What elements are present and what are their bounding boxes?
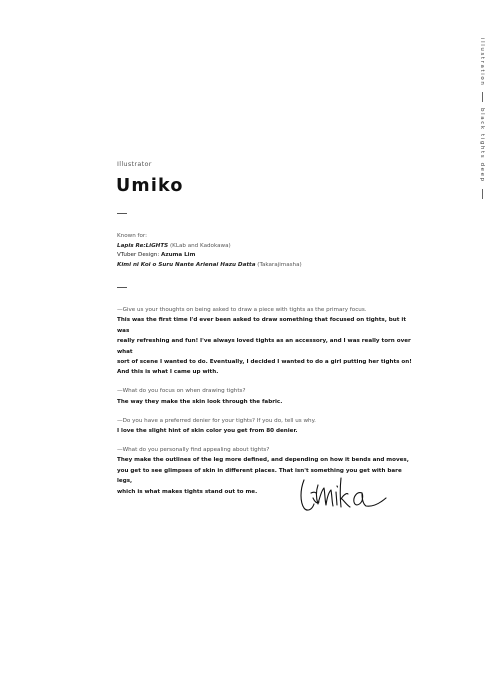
answer-line: sort of scene I wanted to do. Eventually, I decided I wanted to do a girl putting her tights on!: [117, 359, 412, 366]
answer: [117, 426, 417, 436]
known-for-item: [117, 261, 302, 271]
question: —Do you have a preferred denier for your tights? If you do, tell us why.: [117, 417, 316, 424]
answer-line: And this is what I came up with.: [117, 369, 219, 376]
known-for-block: [117, 232, 302, 270]
divider-rule: [117, 287, 127, 288]
side-label-illustration: illustration: [479, 38, 485, 87]
known-for-label: Known for:: [117, 233, 148, 239]
side-divider: [482, 92, 483, 102]
side-section-label: [479, 38, 485, 199]
answer-line: which is what makes tights stand out to me.: [117, 488, 258, 495]
answer-line: This was the first time I'd ever been asked to draw something that focused on tights, but it was: [117, 317, 406, 334]
answer-line: The way they make the skin look through the fabric.: [117, 398, 283, 405]
artist-role: Illustrator: [117, 160, 152, 168]
answer: [117, 397, 417, 407]
artist-name: Umiko: [116, 176, 184, 196]
known-for-item: [117, 242, 302, 252]
side-divider: [482, 189, 483, 199]
question: —What do you personally find appealing about tights?: [117, 446, 270, 453]
answer-line: They make the outlines of the leg more defined, and depending on how it bends and moves,: [117, 457, 409, 464]
artist-signature: [296, 468, 388, 518]
answer-line: really refreshing and fun! I've always loved tights as an accessory, and I was really torn over what: [117, 338, 411, 355]
work-publisher: (KLab and Kadokawa): [169, 242, 231, 249]
work-publisher: (Takarajimasha): [257, 261, 302, 268]
question: —What do you focus on when drawing tights?: [117, 388, 246, 395]
work-title: Lapis Re:LiGHTS: [117, 242, 169, 249]
known-for-item: [117, 251, 302, 261]
answer: [117, 315, 417, 377]
work-prefix: VTuber Design:: [117, 252, 160, 259]
side-label-black-tights-deep: black tights deep: [479, 108, 485, 184]
answer-line: I love the slight hint of skin color you get from 80 denier.: [117, 428, 298, 435]
divider-rule: [117, 213, 127, 214]
question: —Give us your thoughts on being asked to draw a piece with tights as the primary focus.: [117, 307, 367, 313]
work-title: Azuma Lim: [161, 252, 196, 259]
work-title: Kimi ni Koi o Suru Nante Arienai Hazu Datta: [117, 261, 256, 268]
answer-line: you get to see glimpses of skin in different places. That isn't something you get with bare legs,: [117, 467, 402, 485]
